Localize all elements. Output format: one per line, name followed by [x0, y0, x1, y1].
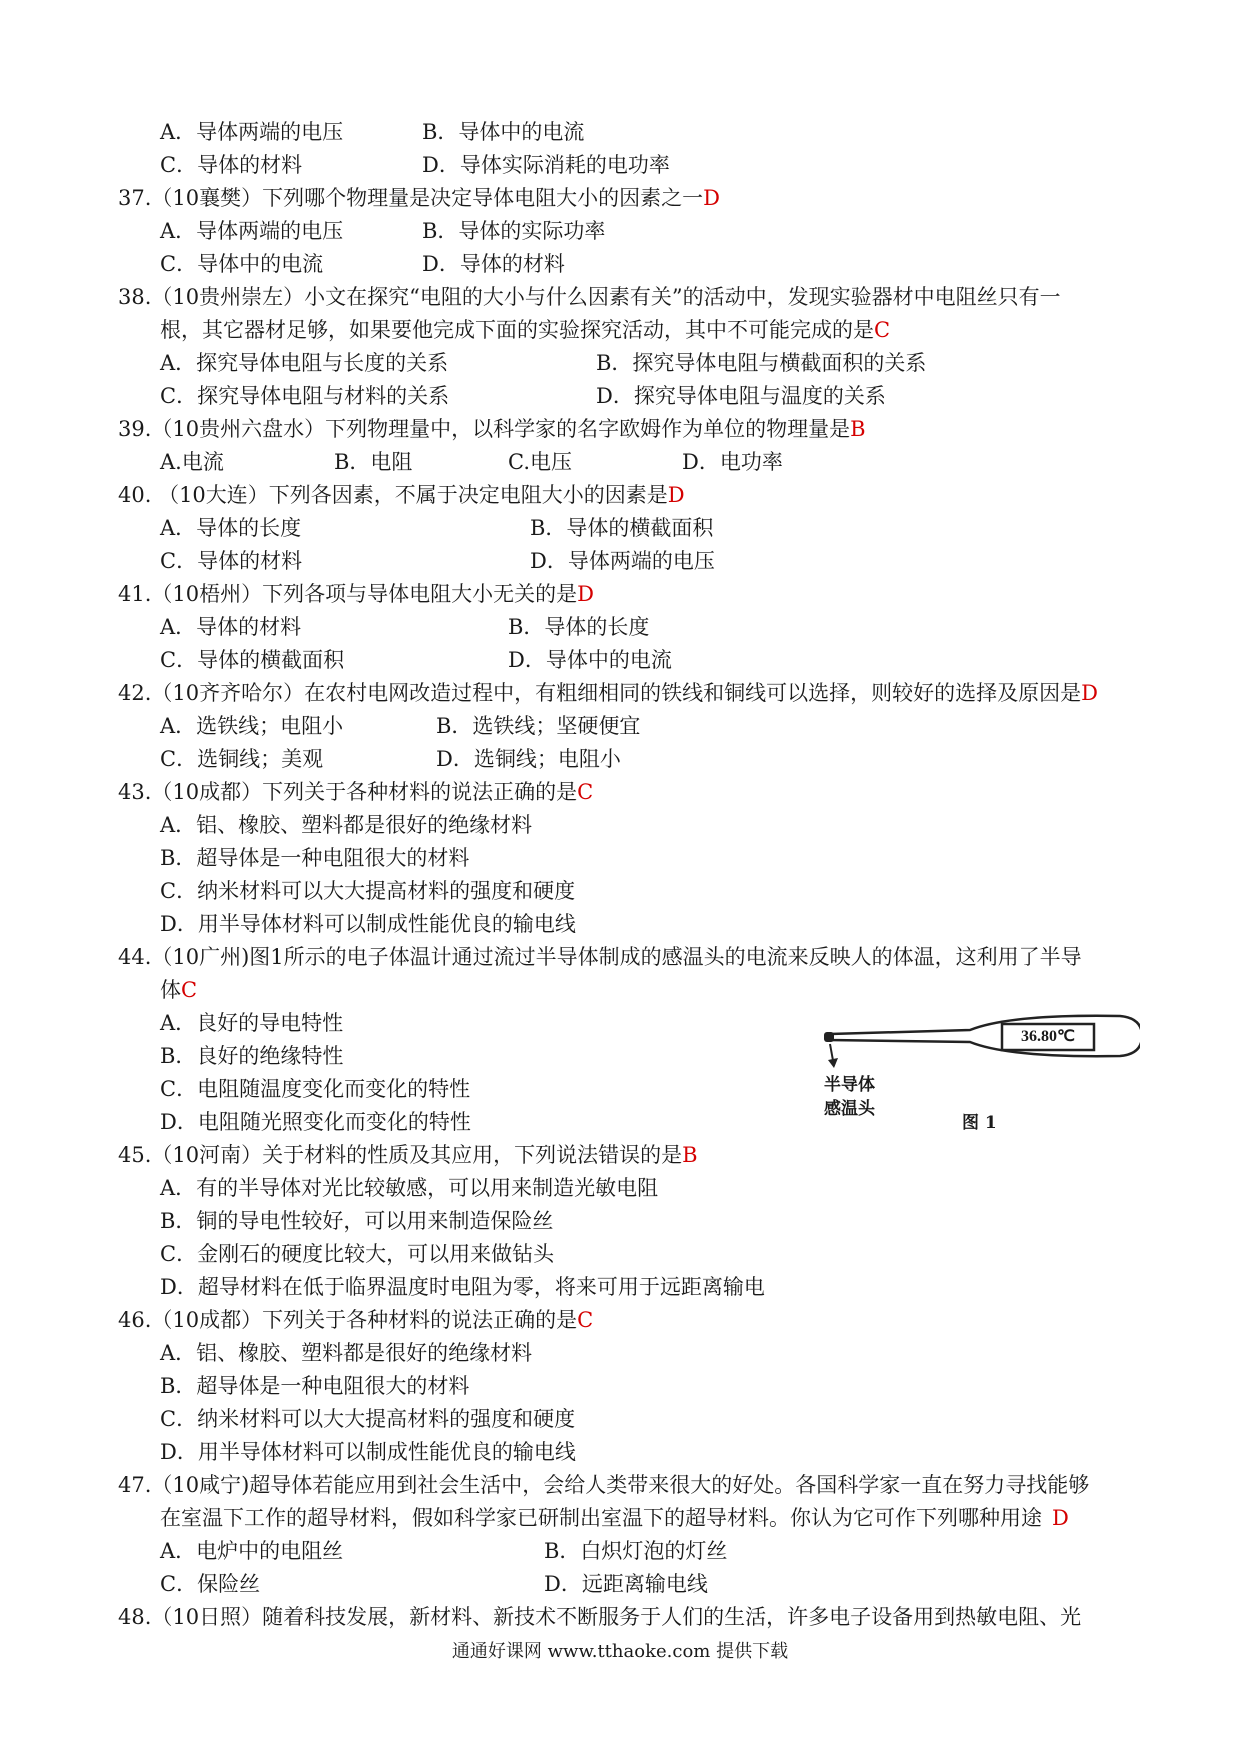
question-text: 38.（10贵州崇左）小文在探究“电阻的大小与什么因素有关”的活动中，发现实验器材中电阻丝只有一 — [118, 285, 1061, 309]
option: B．选铁线；坚硬便宜 — [436, 714, 641, 738]
option: D．选铜线；电阻小 — [436, 747, 621, 771]
option: C．选铜线；美观 — [160, 747, 324, 771]
option: B．铜的导电性较好，可以用来制造保险丝 — [160, 1209, 554, 1233]
question-text: 42.（10齐齐哈尔）在农村电网改造过程中，有粗细相同的铁线和铜线可以选择，则较好的选择及原因是 — [118, 681, 1082, 705]
option: A．选铁线；电阻小 — [160, 714, 344, 738]
option: D．导体的材料 — [422, 252, 565, 276]
question-44-cont — [160, 976, 197, 1004]
option: A．电炉中的电阻丝 — [160, 1539, 344, 1563]
answer-mark: D — [703, 186, 720, 210]
option: A．导体两端的电压 — [160, 219, 344, 243]
option: C．导体中的电流 — [160, 252, 324, 276]
option: D．远距离输电线 — [544, 1572, 708, 1596]
option: B．超导体是一种电阻很大的材料 — [160, 846, 470, 870]
q36-option-b: B．导体中的电流 — [422, 120, 585, 144]
answer-mark: D — [577, 582, 594, 606]
option: A．有的半导体对光比较敏感，可以用来制造光敏电阻 — [160, 1176, 659, 1200]
option: A.电流 — [160, 450, 224, 474]
option: A．铝、橡胶、塑料都是很好的绝缘材料 — [160, 813, 533, 837]
q36-option-a: A．导体两端的电压 — [160, 120, 344, 144]
option: A．导体的长度 — [160, 516, 302, 540]
option: C．金刚石的硬度比较大，可以用来做钻头 — [160, 1242, 555, 1266]
option: A．导体的材料 — [160, 615, 302, 639]
question-47 — [118, 1471, 1089, 1499]
question-42 — [118, 679, 1098, 707]
question-43 — [118, 778, 593, 806]
option: D．用半导体材料可以制成性能优良的输电线 — [160, 1440, 576, 1464]
question-text: 体 — [160, 978, 181, 1002]
question-41 — [118, 580, 594, 608]
option: B．探究导体电阻与横截面积的关系 — [596, 351, 927, 375]
option: B．导体的横截面积 — [530, 516, 714, 540]
option: A．探究导体电阻与长度的关系 — [160, 351, 449, 375]
answer-mark: D — [1052, 1506, 1069, 1530]
question-48 — [118, 1603, 1081, 1631]
answer-mark: D — [667, 483, 685, 507]
page-footer: 通通好课网 www.tthaoke.com 提供下载 — [451, 1641, 789, 1662]
option: C．导体的横截面积 — [160, 648, 345, 672]
option: D．导体两端的电压 — [530, 549, 715, 573]
question-text: 根，其它器材足够，如果要他完成下面的实验探究活动，其中不可能完成的是 — [160, 318, 874, 342]
question-text: 40. （10大连）下列各因素，不属于决定电阻大小的因素是 — [118, 483, 668, 507]
thermometer-display: 36.80℃ — [1021, 1028, 1075, 1045]
option: B．白炽灯泡的灯丝 — [544, 1539, 728, 1563]
figure-label-line1: 半导体 — [824, 1075, 875, 1095]
answer-mark: C — [181, 978, 198, 1002]
option: D．电功率 — [682, 450, 783, 474]
question-37 — [118, 184, 720, 212]
option: C．导体的材料 — [160, 549, 303, 573]
option: D．电阻随光照变化而变化的特性 — [160, 1110, 471, 1134]
option: A．良好的导电特性 — [160, 1011, 344, 1035]
option: C．纳米材料可以大大提高材料的强度和硬度 — [160, 879, 576, 903]
question-47-cont — [160, 1504, 1069, 1532]
option: B．电阻 — [334, 450, 413, 474]
option: B．良好的绝缘特性 — [160, 1044, 344, 1068]
answer-mark: C — [874, 318, 891, 342]
question-40 — [118, 481, 685, 509]
option: C.电压 — [508, 450, 572, 474]
question-text: 41.（10梧州）下列各项与导体电阻大小无关的是 — [118, 582, 578, 606]
question-text: 46.（10成都）下列关于各种材料的说法正确的是 — [118, 1308, 578, 1332]
question-45 — [118, 1141, 698, 1169]
answer-mark: C — [577, 1308, 594, 1332]
question-text: 44.（10广州)图1所示的电子体温计通过流过半导体制成的感温头的电流来反映人的体温，这利用了半导 — [118, 945, 1082, 969]
question-text: 45.（10河南）关于材料的性质及其应用，下列说法错误的是 — [118, 1143, 683, 1167]
question-38-cont — [160, 316, 890, 344]
option: D．导体中的电流 — [508, 648, 672, 672]
question-46 — [118, 1306, 593, 1334]
answer-mark: C — [577, 780, 594, 804]
option: B．导体的实际功率 — [422, 219, 606, 243]
option: D．超导材料在低于临界温度时电阻为零，将来可用于远距离输电 — [160, 1275, 765, 1299]
answer-mark: B — [850, 417, 866, 441]
option: C．保险丝 — [160, 1572, 261, 1596]
question-text: 37.（10襄樊）下列哪个物理量是决定导体电阻大小的因素之一 — [118, 186, 704, 210]
question-39 — [118, 415, 866, 443]
q36-option-d: D．导体实际消耗的电功率 — [422, 153, 670, 177]
answer-mark: B — [682, 1143, 698, 1167]
option: D．探究导体电阻与温度的关系 — [596, 384, 886, 408]
question-text: 在室温下工作的超导材料，假如科学家已研制出室温下的超导材料。你认为它可作下列哪种用途 — [160, 1506, 1042, 1530]
option: B．导体的长度 — [508, 615, 650, 639]
option: C．纳米材料可以大大提高材料的强度和硬度 — [160, 1407, 576, 1431]
option: C．探究导体电阻与材料的关系 — [160, 384, 450, 408]
question-text: 43.（10成都）下列关于各种材料的说法正确的是 — [118, 780, 578, 804]
figure-caption: 图 1 — [962, 1113, 997, 1133]
q36-option-c: C．导体的材料 — [160, 153, 303, 177]
option: D．用半导体材料可以制成性能优良的输电线 — [160, 912, 576, 936]
question-44 — [118, 943, 1082, 971]
question-text: 47.（10咸宁)超导体若能应用到社会生活中，会给人类带来很大的好处。各国科学家一直在努力寻找能够 — [118, 1473, 1090, 1497]
figure-thermometer — [820, 1012, 1140, 1142]
question-text: 48.（10日照）随着科技发展，新材料、新技术不断服务于人们的生活，许多电子设备用到热敏电阻、光 — [118, 1605, 1082, 1629]
answer-mark: D — [1081, 681, 1098, 705]
figure-label-line2: 感温头 — [824, 1099, 875, 1119]
option: B．超导体是一种电阻很大的材料 — [160, 1374, 470, 1398]
option: A．铝、橡胶、塑料都是很好的绝缘材料 — [160, 1341, 533, 1365]
option: C．电阻随温度变化而变化的特性 — [160, 1077, 471, 1101]
question-38 — [118, 283, 1061, 311]
question-text: 39.（10贵州六盘水）下列物理量中，以科学家的名字欧姆作为单位的物理量是 — [118, 417, 851, 441]
